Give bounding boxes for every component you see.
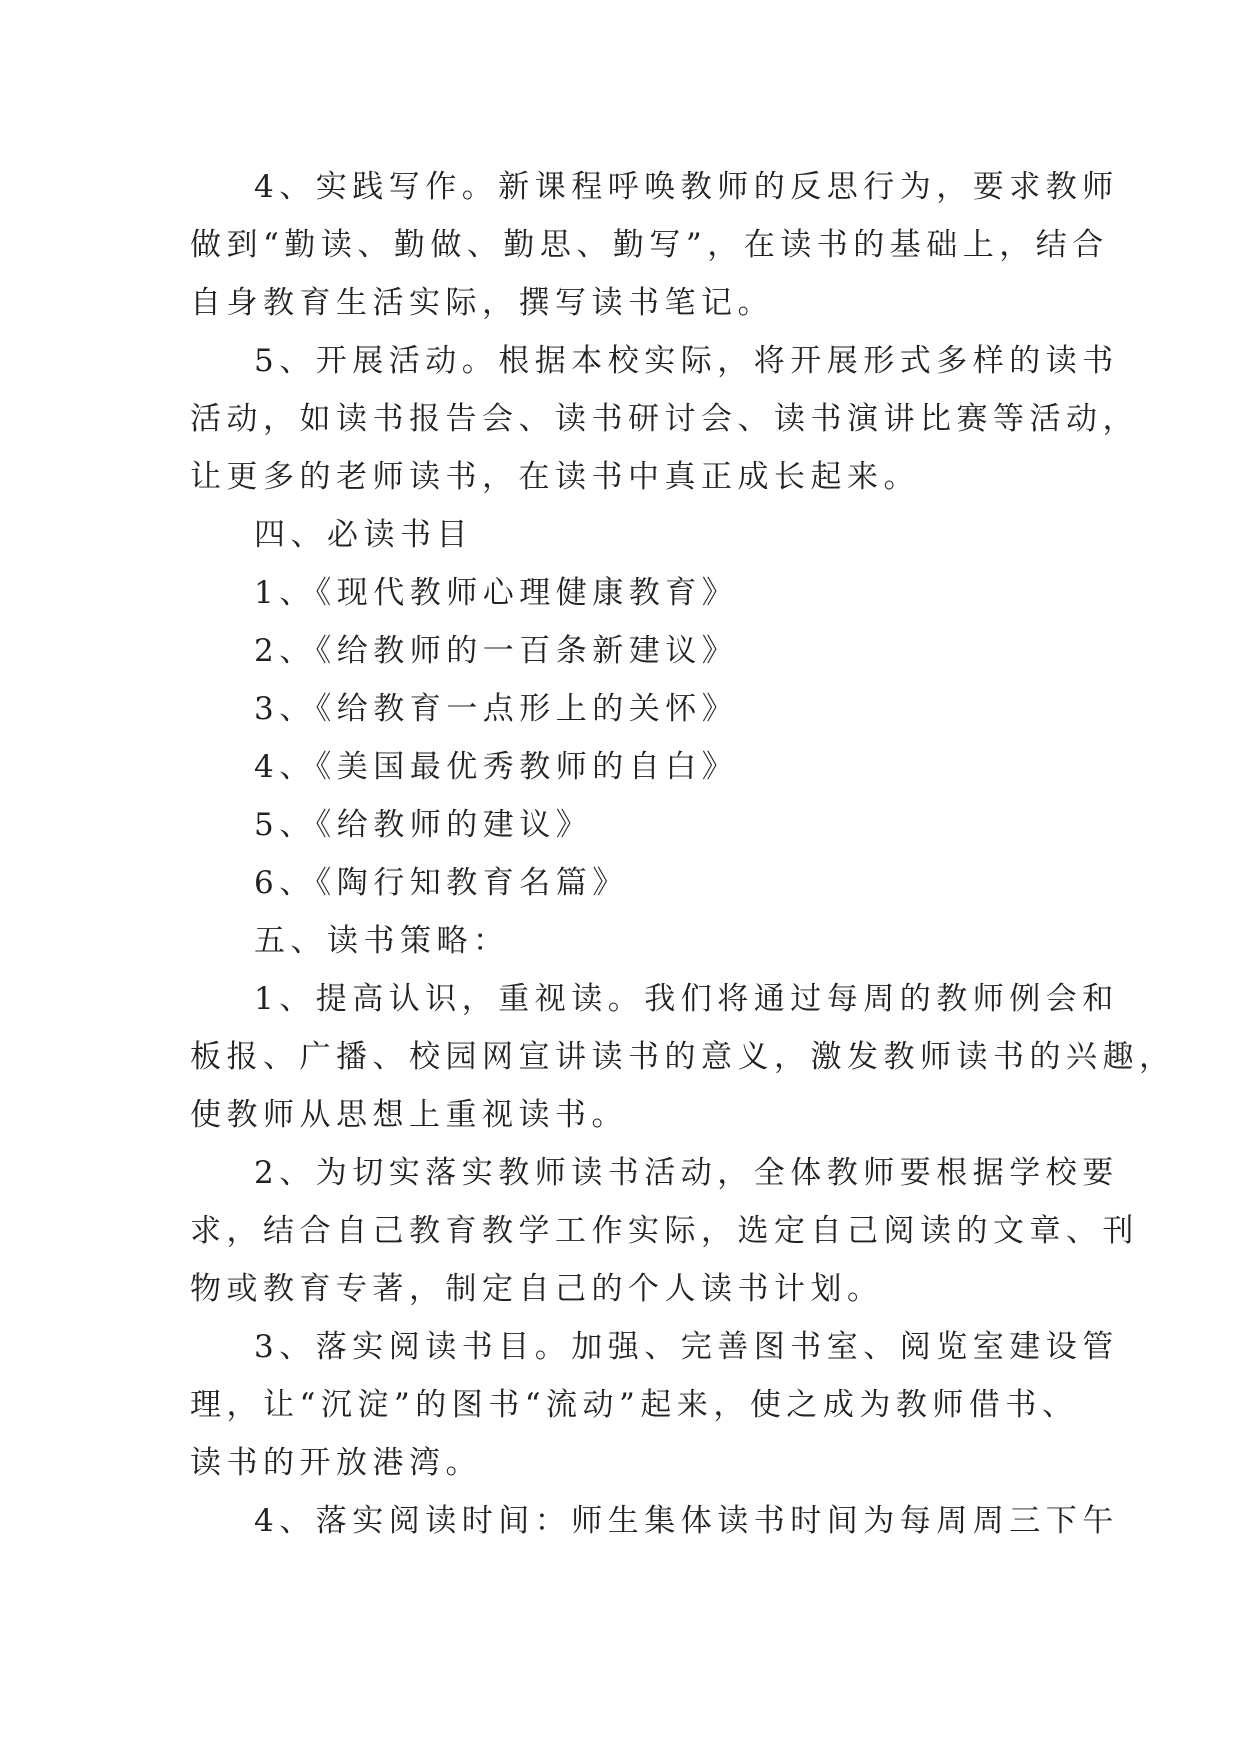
text-line: 4、《美国最优秀教师的自白》 [254,749,739,785]
text-line: 1、《现代教师心理健康教育》 [254,575,739,611]
text-line: 板报、广播、校园网宣讲读书的意义，激发教师读书的兴趣， [190,1039,1176,1075]
text-line: 理，让“沉淀”的图书“流动”起来，使之成为教师借书、 [190,1387,1079,1423]
text-line: 四、必读书目 [254,517,473,553]
text-line: 5、《给教师的建议》 [254,807,593,843]
text-line: 让更多的老师读书，在读书中真正成长起来。 [190,459,920,495]
text-line: 1、提高认识，重视读。我们将通过每周的教师例会和 [254,981,1119,1017]
text-line: 活动，如读书报告会、读书研讨会、读书演讲比赛等活动， [190,401,1139,437]
text-line: 读书的开放港湾。 [190,1445,482,1481]
text-line: 五、读书策略： [254,923,510,959]
text-line: 自身教育生活实际，撰写读书笔记。 [190,285,774,321]
text-line: 求，结合自己教育教学工作实际，选定自己阅读的文章、刊 [190,1213,1139,1249]
text-line: 5、开展活动。根据本校实际，将开展形式多样的读书 [254,343,1119,379]
text-line: 3、《给教育一点形上的关怀》 [254,691,739,727]
text-line: 2、为切实落实教师读书活动，全体教师要根据学校要 [254,1155,1119,1191]
text-line: 2、《给教师的一百条新建议》 [254,633,739,669]
text-line: 4、落实阅读时间：师生集体读书时间为每周周三下午 [254,1503,1119,1539]
text-line: 使教师从思想上重视读书。 [190,1097,628,1133]
text-line: 物或教育专著，制定自己的个人读书计划。 [190,1271,884,1307]
text-line: 6、《陶行知教育名篇》 [254,865,629,901]
text-line: 做到“勤读、勤做、勤思、勤写”，在读书的基础上，结合 [190,227,1109,263]
text-line: 3、落实阅读书目。加强、完善图书室、阅览室建设管 [254,1329,1119,1365]
text-line: 4、实践写作。新课程呼唤教师的反思行为，要求教师 [254,169,1119,205]
document-body [190,158,1176,1550]
